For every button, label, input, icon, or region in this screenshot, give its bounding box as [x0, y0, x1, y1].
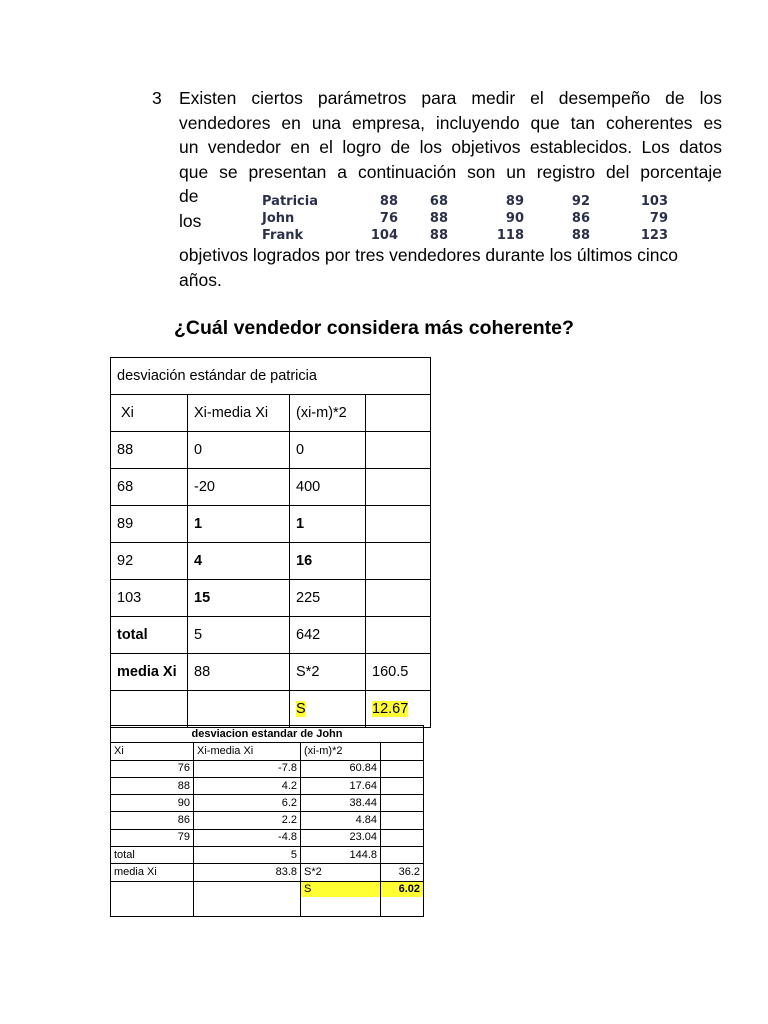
sales-value: 88 [379, 194, 398, 209]
cell-empty [111, 881, 194, 916]
problem-line: Existen ciertos parámetros para medir el desempeño de los [179, 88, 722, 108]
header-deviation: Xi-media Xi [188, 395, 290, 432]
total-label: total [111, 847, 194, 864]
sales-value: 90 [505, 211, 524, 226]
total-row [111, 617, 431, 654]
cell-squared: 16 [290, 543, 366, 580]
total-deviation: 5 [188, 617, 290, 654]
cell-empty [381, 847, 424, 864]
cell-deviation: 0 [188, 432, 290, 469]
cell-empty [366, 543, 431, 580]
mean-value: 88 [188, 654, 290, 691]
mean-row [111, 654, 431, 691]
total-squared: 642 [290, 617, 366, 654]
sales-data-table [260, 193, 680, 244]
cell-xi: 86 [111, 812, 194, 829]
header-empty [381, 743, 424, 760]
cell-empty [194, 881, 301, 916]
question-heading: ¿Cuál vendedor considera más coherente? [174, 317, 574, 339]
table-row [111, 777, 424, 794]
sales-value: 123 [640, 228, 668, 243]
cell-empty [381, 760, 424, 777]
cell-deviation: 2.2 [194, 812, 301, 829]
sales-value: 92 [571, 194, 590, 209]
header-xi: Xi [111, 743, 194, 760]
cell-xi: 76 [111, 760, 194, 777]
cell-empty [366, 617, 431, 654]
cell-squared: 0 [290, 432, 366, 469]
table-row [111, 829, 424, 846]
cell-deviation: 1 [188, 506, 290, 543]
sales-row-patricia [260, 193, 680, 210]
cell-empty [111, 691, 188, 728]
sales-value: 79 [649, 211, 668, 226]
problem-line: un vendedor en el logro de los objetivos establecidos. Los datos [179, 137, 722, 157]
cell-squared: 38.44 [301, 795, 381, 812]
sales-value: 88 [429, 228, 448, 243]
cell-squared: 4.84 [301, 812, 381, 829]
header-squared: (xi-m)*2 [290, 395, 366, 432]
problem-line: vendedores en una empresa, incluyendo que tan coherentes es [179, 112, 722, 133]
table-title: desviacion estandar de John [111, 726, 424, 743]
table-title: desviación estándar de patricia [111, 358, 431, 395]
total-label: total [111, 617, 188, 654]
cell-empty [366, 580, 431, 617]
problem-statement [152, 86, 722, 292]
table-row [111, 812, 424, 829]
header-deviation: Xi-media Xi [194, 743, 301, 760]
sales-value: 104 [370, 228, 398, 243]
cell-xi: 79 [111, 829, 194, 846]
sales-value: 89 [505, 194, 524, 209]
cell-squared: 17.64 [301, 777, 381, 794]
header-empty [366, 395, 431, 432]
salesperson-name: John [262, 211, 295, 226]
patricia-std-table [110, 357, 431, 728]
problem-line: años. [179, 269, 222, 290]
variance-label: S*2 [290, 654, 366, 691]
header-squared: (xi-m)*2 [301, 743, 381, 760]
sd-label-cell [290, 691, 366, 728]
sd-value-cell [381, 881, 424, 916]
mean-label: media Xi [111, 864, 194, 881]
table-row [111, 469, 431, 506]
cell-deviation: -4.8 [194, 829, 301, 846]
cell-deviation: 4 [188, 543, 290, 580]
salesperson-name: Frank [262, 228, 304, 243]
cell-squared: 400 [290, 469, 366, 506]
cell-squared: 225 [290, 580, 366, 617]
sd-value-cell [366, 691, 431, 728]
cell-xi: 89 [111, 506, 188, 543]
sd-row [111, 881, 424, 916]
header-xi: Xi [111, 395, 188, 432]
sales-value: 86 [571, 211, 590, 226]
cell-empty [366, 506, 431, 543]
cell-deviation: 4.2 [194, 777, 301, 794]
total-row [111, 847, 424, 864]
sales-value: 88 [429, 211, 448, 226]
mean-label: media Xi [111, 654, 188, 691]
cell-xi: 68 [111, 469, 188, 506]
sales-value: 103 [640, 194, 668, 209]
table-row [111, 543, 431, 580]
total-squared: 144.8 [301, 847, 381, 864]
problem-line: que se presentan a continuación son un registro del porcentaje [179, 161, 722, 182]
problem-text [179, 86, 722, 184]
sd-label-cell [301, 881, 381, 916]
problem-line: objetivos logrados por tres vendedores durante los últimos cinco [179, 245, 679, 265]
cell-empty [188, 691, 290, 728]
total-deviation: 5 [194, 847, 301, 864]
variance-label: S*2 [301, 864, 381, 881]
sales-row-frank [260, 227, 680, 244]
sd-label: S [301, 882, 380, 897]
problem-continuation [179, 243, 722, 292]
cell-empty [366, 432, 431, 469]
sd-value: 6.02 [381, 882, 423, 897]
table-row [111, 432, 431, 469]
cell-xi: 92 [111, 543, 188, 580]
cell-squared: 1 [290, 506, 366, 543]
table-row [111, 580, 431, 617]
cell-empty [366, 469, 431, 506]
sd-label: S [296, 701, 306, 717]
table-row [111, 760, 424, 777]
cell-squared: 23.04 [301, 829, 381, 846]
table-header-row [111, 395, 431, 432]
cell-empty [381, 777, 424, 794]
cell-deviation: 6.2 [194, 795, 301, 812]
sales-value: 68 [429, 194, 448, 209]
cell-xi: 90 [111, 795, 194, 812]
word-los: los [179, 210, 202, 231]
cell-deviation: -7.8 [194, 760, 301, 777]
john-std-table [110, 725, 424, 917]
cell-deviation: 15 [188, 580, 290, 617]
cell-xi: 103 [111, 580, 188, 617]
salesperson-name: Patricia [262, 194, 318, 209]
problem-number: 3 [152, 88, 162, 108]
table-header-row [111, 743, 424, 760]
sales-row-john [260, 210, 680, 227]
cell-squared: 60.84 [301, 760, 381, 777]
cell-empty [381, 795, 424, 812]
variance-value: 36.2 [381, 864, 424, 881]
cell-deviation: -20 [188, 469, 290, 506]
cell-xi: 88 [111, 432, 188, 469]
sales-value: 118 [496, 228, 524, 243]
sales-value: 88 [571, 228, 590, 243]
sales-value: 76 [379, 211, 398, 226]
cell-xi: 88 [111, 777, 194, 794]
table-row [111, 506, 431, 543]
sd-row [111, 691, 431, 728]
cell-empty [381, 812, 424, 829]
cell-empty [381, 829, 424, 846]
table-row [111, 795, 424, 812]
mean-row [111, 864, 424, 881]
mean-value: 83.8 [194, 864, 301, 881]
sd-value: 12.67 [372, 701, 409, 717]
word-de: de [179, 186, 199, 206]
variance-value: 160.5 [366, 654, 431, 691]
